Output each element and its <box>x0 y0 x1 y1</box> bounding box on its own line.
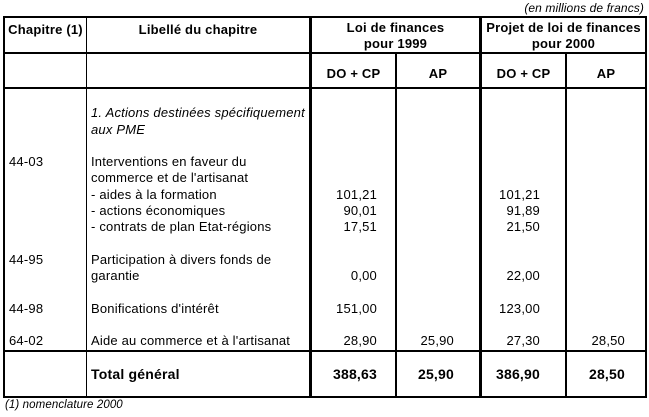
body-line-ap99-8 <box>397 219 479 235</box>
body-line-lib-3 <box>91 138 309 154</box>
body-line-ap00-0 <box>567 89 645 105</box>
body-line-ap99-14 <box>397 317 479 333</box>
body-line-ap00-4 <box>567 154 645 170</box>
body-line-lib-10: Participation à divers fonds de <box>91 251 272 267</box>
body-line-chap-9 <box>9 236 86 252</box>
body-line-docp00-8: 21,50 <box>506 219 540 235</box>
body-line-chap-0 <box>9 89 86 105</box>
body-line-docp99-9 <box>312 236 395 252</box>
total-label: Total général <box>87 352 312 396</box>
body-line-docp00-15: 27,30 <box>506 333 540 349</box>
body-line-lib-6: - aides à la formation <box>91 186 217 202</box>
body-row <box>5 89 645 352</box>
body-line-ap99-3 <box>397 138 479 154</box>
body-col-chapitre <box>5 89 87 350</box>
budget-table <box>3 16 647 398</box>
body-line-ap00-13 <box>567 301 645 317</box>
body-line-chap-3 <box>9 138 86 154</box>
body-line-lib-11: garantie <box>91 268 140 284</box>
body-line-lib-14 <box>91 317 309 333</box>
body-line-ap00-6 <box>567 187 645 203</box>
body-line-docp99-8: 17,51 <box>343 219 377 235</box>
subheader-docp-2000: DO + CP <box>482 54 567 87</box>
body-line-chap-2 <box>9 122 86 138</box>
body-line-chap-11 <box>9 268 86 284</box>
body-line-lib-13: Bonifications d'intérêt <box>91 300 219 316</box>
body-line-docp99-12 <box>312 285 395 301</box>
body-line-chap-10: 44-95 <box>9 251 44 267</box>
body-line-ap00-1 <box>567 105 645 121</box>
body-line-docp00-10 <box>482 252 565 268</box>
body-line-ap99-2 <box>397 122 479 138</box>
body-line-chap-12 <box>9 285 86 301</box>
body-line-lib-15: Aide au commerce et à l'artisanat <box>91 333 291 349</box>
header-libelle: Libellé du chapitre <box>87 18 312 52</box>
subheader-ap-1999: AP <box>397 54 482 87</box>
total-ap-2000: 28,50 <box>588 366 625 382</box>
body-line-docp00-2 <box>482 122 565 138</box>
total-row <box>5 352 645 396</box>
body-line-docp99-6: 101,21 <box>336 186 377 202</box>
body-line-ap99-11 <box>397 268 479 284</box>
body-line-lib-7: - actions économiques <box>91 203 226 219</box>
body-line-chap-1 <box>9 105 86 121</box>
body-line-ap00-14 <box>567 317 645 333</box>
body-line-lib-5: commerce et de l'artisanat <box>91 170 249 186</box>
body-line-ap99-5 <box>397 170 479 186</box>
header-group-lf1999-line2: pour 1999 <box>363 35 428 51</box>
body-line-chap-8 <box>9 219 86 235</box>
body-line-chap-5 <box>9 170 86 186</box>
body-line-ap99-9 <box>397 236 479 252</box>
body-line-docp99-11: 0,00 <box>350 268 377 284</box>
body-line-ap00-10 <box>567 252 645 268</box>
body-line-ap00-8 <box>567 219 645 235</box>
body-line-lib-12 <box>91 285 309 301</box>
body-line-ap99-7 <box>397 203 479 219</box>
body-line-ap99-1 <box>397 105 479 121</box>
body-line-ap99-12 <box>397 285 479 301</box>
units-note: (en millions de francs) <box>524 1 644 15</box>
body-col-libelle <box>87 89 312 350</box>
body-line-chap-14 <box>9 317 86 333</box>
header-group-plf2000-line2: pour 2000 <box>531 35 596 51</box>
body-line-ap00-9 <box>567 236 645 252</box>
body-line-ap00-12 <box>567 285 645 301</box>
body-line-ap00-5 <box>567 170 645 186</box>
body-line-docp99-7: 90,01 <box>343 203 377 219</box>
header-row-subcolumns <box>5 54 645 89</box>
body-line-docp00-5 <box>482 170 565 186</box>
total-docp-2000: 386,90 <box>482 352 567 396</box>
total-docp-1999: 388,63 <box>312 352 397 396</box>
subheader-ap-2000: AP <box>596 65 616 81</box>
body-line-chap-7 <box>9 203 86 219</box>
body-line-docp99-3 <box>312 138 395 154</box>
body-line-docp99-10 <box>312 252 395 268</box>
header-empty-libelle <box>87 54 312 87</box>
subheader-docp-1999: DO + CP <box>312 54 397 87</box>
body-line-lib-1: 1. Actions destinées spécifiquement <box>91 105 305 121</box>
body-line-ap00-15: 28,50 <box>591 333 625 349</box>
body-line-docp99-13: 151,00 <box>336 300 377 316</box>
total-empty-chapitre <box>5 352 87 396</box>
total-ap-1999: 25,90 <box>397 352 482 396</box>
header-group-plf2000-line1: Projet de loi de finances <box>486 19 641 35</box>
body-line-docp00-0 <box>482 89 565 105</box>
body-line-docp99-0 <box>312 89 395 105</box>
body-line-docp99-14 <box>312 317 395 333</box>
body-line-docp00-11: 22,00 <box>506 268 540 284</box>
body-line-ap99-13 <box>397 301 479 317</box>
body-line-docp00-12 <box>482 285 565 301</box>
header-group-lf1999 <box>312 18 482 52</box>
body-col-docp-1999 <box>312 89 397 350</box>
body-line-ap99-0 <box>397 89 479 105</box>
body-line-ap99-4 <box>397 154 479 170</box>
body-line-lib-8: - contrats de plan Etat-régions <box>91 219 272 235</box>
body-line-lib-0 <box>91 89 309 105</box>
body-line-docp99-1 <box>312 105 395 121</box>
body-line-docp00-14 <box>482 317 565 333</box>
body-line-docp99-4 <box>312 154 395 170</box>
body-line-docp00-6: 101,21 <box>499 186 540 202</box>
footnote: (1) nomenclature 2000 <box>5 399 123 411</box>
body-line-ap99-10 <box>397 252 479 268</box>
body-col-ap-2000 <box>567 89 645 350</box>
body-line-chap-13: 44-98 <box>9 300 44 316</box>
body-line-chap-6 <box>9 187 86 203</box>
body-col-docp-2000 <box>482 89 567 350</box>
body-line-docp00-3 <box>482 138 565 154</box>
body-col-ap-1999 <box>397 89 482 350</box>
body-line-ap00-11 <box>567 268 645 284</box>
body-line-docp00-4 <box>482 154 565 170</box>
body-line-docp99-5 <box>312 170 395 186</box>
body-line-ap99-6 <box>397 187 479 203</box>
body-line-ap00-7 <box>567 203 645 219</box>
body-line-docp99-2 <box>312 122 395 138</box>
body-line-docp00-13: 123,00 <box>499 300 540 316</box>
body-line-ap00-3 <box>567 138 645 154</box>
body-line-docp00-1 <box>482 105 565 121</box>
body-line-ap00-2 <box>567 122 645 138</box>
body-line-chap-15: 64-02 <box>9 333 44 349</box>
body-line-lib-9 <box>91 236 309 252</box>
header-empty-chapitre <box>5 54 87 87</box>
body-line-docp99-15: 28,90 <box>343 333 377 349</box>
body-line-lib-2: aux PME <box>91 121 146 137</box>
body-line-ap99-15: 25,90 <box>420 333 454 349</box>
header-group-lf1999-line1: Loi de finances <box>346 19 445 35</box>
body-line-lib-4: Interventions en faveur du <box>91 154 247 170</box>
header-group-plf2000 <box>482 18 645 52</box>
body-line-docp00-9 <box>482 236 565 252</box>
header-chapitre: Chapitre (1) <box>5 18 87 52</box>
body-line-docp00-7: 91,89 <box>506 203 540 219</box>
body-line-chap-4: 44-03 <box>9 154 44 170</box>
header-row-groups <box>5 18 645 54</box>
